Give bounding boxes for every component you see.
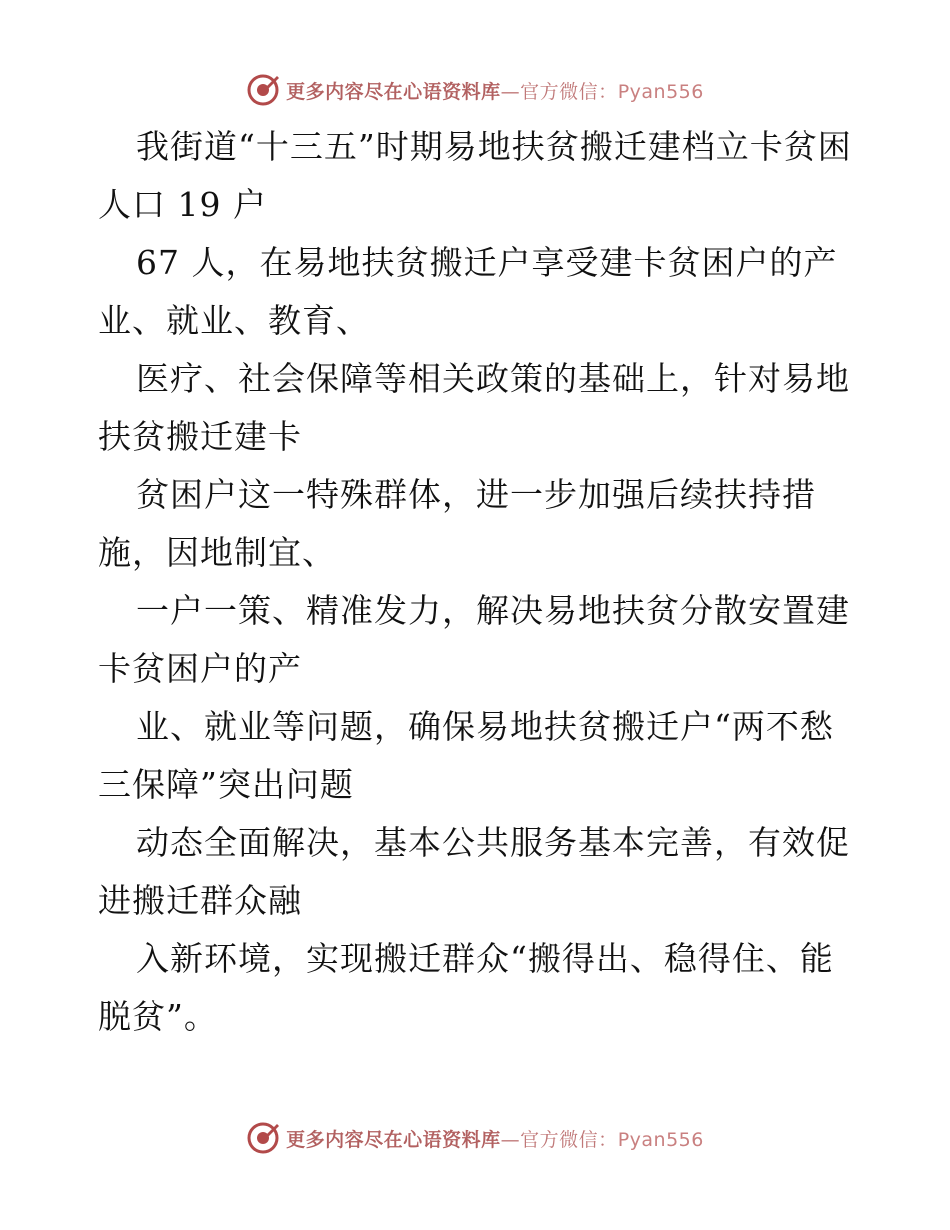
paragraph-3: 医疗、社会保障等相关政策的基础上，针对易地扶贫搬迁建卡 [98, 359, 850, 456]
banner-official-label: 官方微信： [520, 1128, 618, 1151]
header-banner-text [286, 77, 704, 104]
footer-banner [0, 1118, 950, 1158]
logo-icon [246, 73, 280, 107]
banner-dash: — [500, 80, 521, 103]
header-banner [0, 70, 950, 110]
logo-icon [246, 1121, 280, 1155]
paragraph-7: 动态全面解决，基本公共服务基本完善，有效促进搬迁群众融 [98, 823, 850, 920]
banner-code: Pyan556 [617, 1128, 704, 1151]
footer-banner-text [286, 1125, 704, 1152]
paragraph-8: 入新环境，实现搬迁群众“搬得出、稳得住、能脱贫”。 [98, 939, 834, 1036]
paragraph-4: 贫困户这一特殊群体，进一步加强后续扶持措施，因地制宜、 [98, 475, 816, 572]
paragraph-1: 我街道“十三五”时期易地扶贫搬迁建档立卡贫困人口 19 户 [98, 127, 852, 224]
document-body [98, 118, 858, 1046]
banner-official-label: 官方微信： [520, 80, 618, 103]
paragraph-2: 67 人，在易地扶贫搬迁户享受建卡贫困户的产业、就业、教育、 [98, 243, 838, 340]
banner-main-text: 更多内容尽在心语资料库 [286, 1128, 501, 1151]
banner-dash: — [500, 1128, 521, 1151]
banner-main-text: 更多内容尽在心语资料库 [286, 80, 501, 103]
paragraph-6: 业、就业等问题，确保易地扶贫搬迁户“两不愁三保障”突出问题 [98, 707, 834, 804]
paragraph-5: 一户一策、精准发力，解决易地扶贫分散安置建卡贫困户的产 [98, 591, 850, 688]
banner-code: Pyan556 [617, 80, 704, 103]
